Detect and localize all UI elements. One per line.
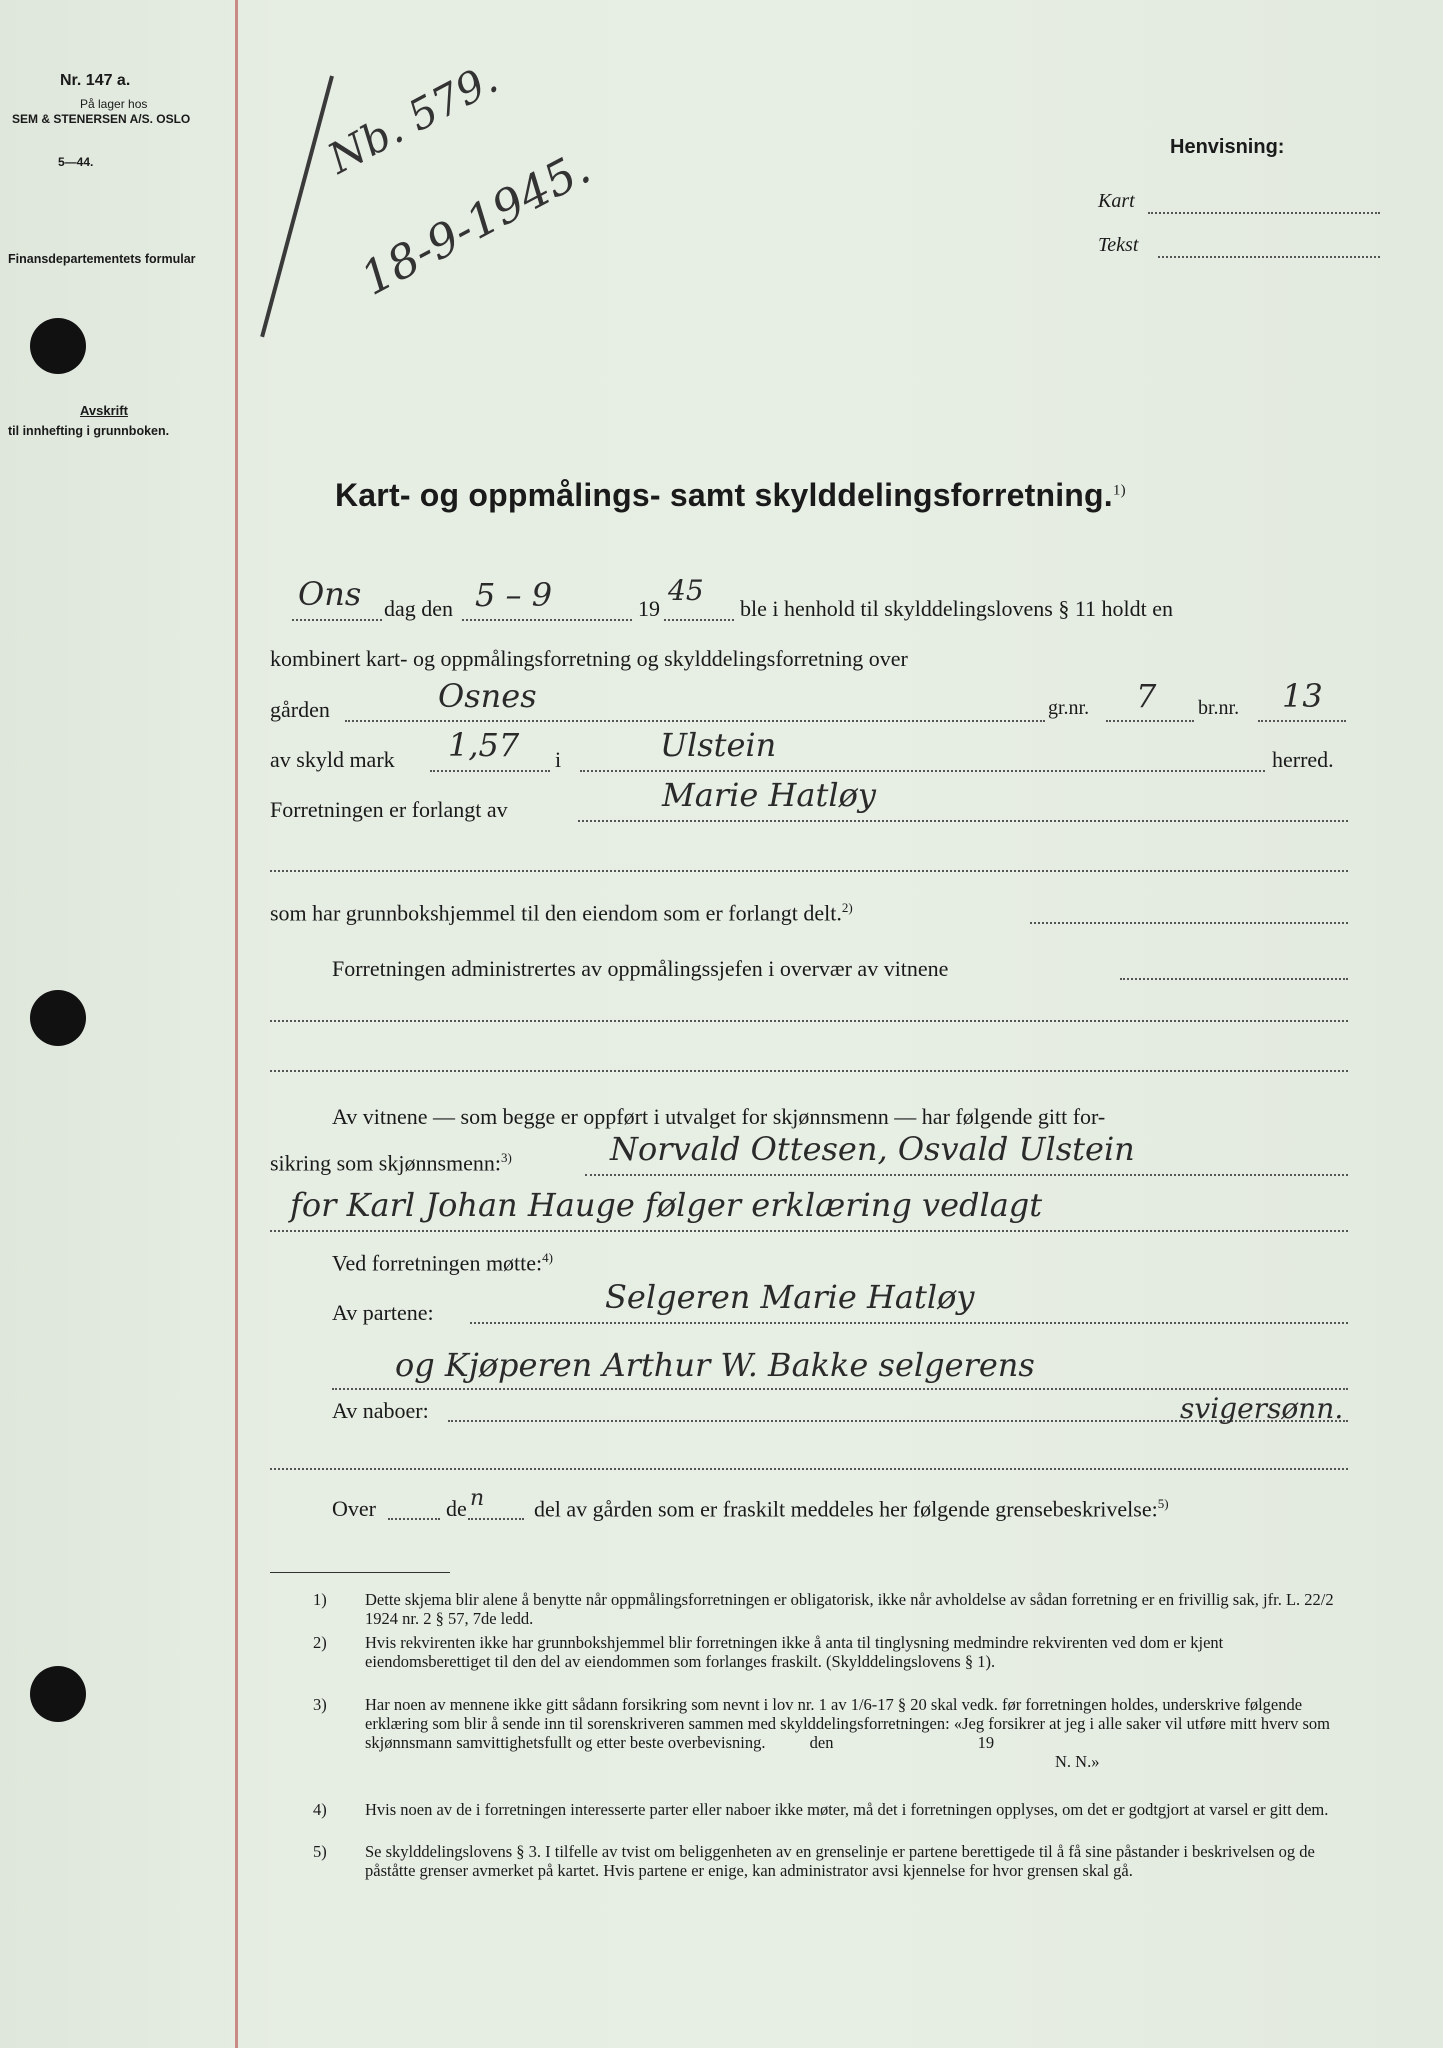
present-note: 4) [542,1250,554,1265]
parties-value-1: Selgeren Marie Hatløy [605,1278,975,1316]
title-holder-note: 2) [841,900,853,915]
form-number: Nr. 147 a. [60,72,131,89]
gr-line [1106,720,1194,722]
den-label: de [446,1496,467,1521]
statute-text: ble i henhold til skylddelingslovens § 11 holdt en [740,596,1174,621]
reference-text-line [1158,256,1380,258]
day-label: dag den [384,596,454,621]
footnote-2-text: Hvis rekvirenten ikke har grunnbokshjemmel blir forretningen ikke å anta til tinglysning medmindre rekvirenten ved dom er kjent eiendomsberettiget til den del av eiendommen som forlanges fraskilt. (Skylddelingslovens § 1). [365,1633,1224,1671]
witness-text-2-main: sikring som skjønnsmenn: [270,1150,502,1176]
footnote-5-mark: 5) [313,1842,327,1861]
footnote-3-mark: 3) [313,1695,327,1714]
parties-label: Av partene: [332,1300,434,1325]
present-label: Ved forretningen møtte: [332,1250,543,1276]
ministry-label: Finansdepartementets formular [8,252,196,266]
neighbours-line-2 [270,1468,1348,1470]
tax-in: i [555,747,562,772]
administered-line [1120,978,1348,980]
requested-value: Marie Hatløy [662,776,876,814]
reference-map-line [1148,212,1380,214]
reference-heading: Henvisning: [1170,136,1285,158]
footnote-4-mark: 4) [313,1800,327,1819]
footnote-5 [313,1842,1350,1880]
footnote-1-mark: 1) [313,1590,327,1609]
supplier-line-2: SEM & STENERSEN A/S. OSLO [12,112,191,126]
footnote-2-mark: 2) [313,1633,327,1652]
witness-value-2: for Karl Johan Hauge følger erklæring vedlagt [290,1186,1043,1224]
district-label: herred. [1272,747,1334,772]
parties-line-2 [332,1388,1348,1390]
den-value: n [470,1486,485,1511]
neighbours-label: Av naboer: [332,1398,429,1423]
br-label: br.nr. [1198,697,1240,719]
witness-line-1 [585,1174,1348,1176]
boundary-text [534,1496,1169,1522]
district-value: Ulstein [660,726,777,764]
copy-note: til innhefting i grunnboken. [8,424,170,438]
year-prefix: 19 [638,596,660,621]
footnote-2 [313,1633,1350,1671]
footnote-3-text: Har noen av mennene ikke gitt sådann forsikring som nevnt i lov nr. 1 av 1/6-17 § 20 skal vedk. før forretningen holdes, underskrive følgende erklæring som blir å sende inn til sorenskriveren sammen med skylddelingsforretningen: «Jeg forsikrer at jeg i alle saker vil utføre mitt hverv som skjønnsmann samvittighetsfullt og etter beste overbevisning. [365,1695,1331,1752]
farm-label: gården [270,697,330,722]
witness-value-1: Norvald Ottesen, Osvald Ulstein [610,1130,1135,1168]
boundary-note: 5) [1157,1496,1169,1511]
tax-value: 1,57 [448,726,520,764]
date-value: 5 – 9 [475,576,553,614]
over-line [388,1518,440,1520]
tax-line [430,770,550,772]
stamp-stroke-1 [260,75,334,337]
combined-text: kombinert kart- og oppmålingsforretning og skylddelingsforretning over [270,646,908,671]
punch-hole-top [30,318,86,374]
footnote-3 [313,1695,1350,1771]
footnote-4-text: Hvis noen av de i forretningen interesserte parter eller naboer ikke møter, må det i forretningen opplyses, om det er godtgjort at varsel er gitt dem. [365,1800,1329,1819]
gr-label: gr.nr. [1048,697,1090,719]
neighbours-value: svigersønn. [1180,1392,1344,1425]
requested-label: Forretningen er forlangt av [270,797,508,822]
reference-map-label: Kart [1098,190,1135,212]
journal-stamp-number: Nb. 579. [320,53,506,184]
title-holder-main: som har grunnbokshjemmel til den eiendom som er forlangt delt. [270,900,842,926]
district-line [580,770,1265,772]
title-holder-text [270,900,853,926]
year-value: 45 [668,574,704,607]
footnote-4 [313,1800,1350,1819]
administered-line-2 [270,1020,1348,1022]
punch-hole-middle [30,990,86,1046]
requested-line [578,820,1348,822]
footnote-3-den: den [809,1733,834,1752]
footnote-1-text: Dette skjema blir alene å benytte når oppmålingsforretningen er obligatorisk, ikke når avholdelse av sådan forretning er en frivillig sak, jfr. L. 22/2 1924 nr. 2 § 57, 7de ledd. [365,1590,1334,1628]
boundary-main: del av gården som er fraskilt meddeles her følgende grensebeskrivelse: [534,1496,1158,1522]
witness-line-2 [270,1230,1348,1232]
tax-label: av skyld mark [270,747,395,772]
copy-title: Avskrift [80,403,128,418]
requested-line-2 [270,870,1348,872]
form-edition: 5—44. [58,155,94,169]
punch-hole-bottom [30,1666,86,1722]
over-label: Over [332,1496,376,1521]
supplier-line-1: På lager hos [80,97,148,111]
administered-text: Forretningen administrertes av oppmålingssjefen i overvær av vitnene [332,956,949,981]
day-line [292,619,382,621]
den-line [468,1518,524,1520]
reference-text-label: Tekst [1098,234,1139,256]
footnote-rule [270,1572,450,1573]
br-line [1258,720,1346,722]
gr-value: 7 [1136,677,1157,715]
title-holder-line [1030,922,1348,924]
journal-stamp-date: 18-9-1945. [352,140,599,306]
year-line [664,619,734,621]
date-line [462,619,632,621]
footnote-5-text: Se skylddelingslovens § 3. I tilfelle av tvist om beliggenheten av en grenselinje er partene berettigede til å få sine påstander i beskrivelsen og de påståtte grenser avmerket på kartet. Hvis partene er enige, kan administrator avsi kjennelse for hvor grensen skal gå. [365,1842,1315,1880]
administered-line-3 [270,1070,1348,1072]
page-title [335,477,1126,514]
page-title-text: Kart- og oppmålings- samt skylddelingsforretning. [335,477,1113,513]
farm-line [345,720,1045,722]
witness-text-1: Av vitnene — som begge er oppført i utvalget for skjønnsmenn — har følgende gitt for- [332,1104,1106,1129]
br-value: 13 [1282,677,1323,715]
margin-rule [235,0,238,2048]
page-title-note: 1) [1112,482,1126,499]
footnote-1 [313,1590,1350,1628]
present-text [332,1250,553,1276]
footnote-3-year: 19 [977,1733,995,1752]
parties-line-1 [470,1322,1348,1324]
footnote-3-signature: N. N.» [1055,1752,1100,1771]
parties-value-2: og Kjøperen Arthur W. Bakke selgerens [395,1346,1035,1384]
farm-value: Osnes [438,677,537,715]
witness-note: 3) [501,1150,512,1165]
day-value: Ons [298,575,362,613]
witness-text-2 [270,1150,512,1176]
